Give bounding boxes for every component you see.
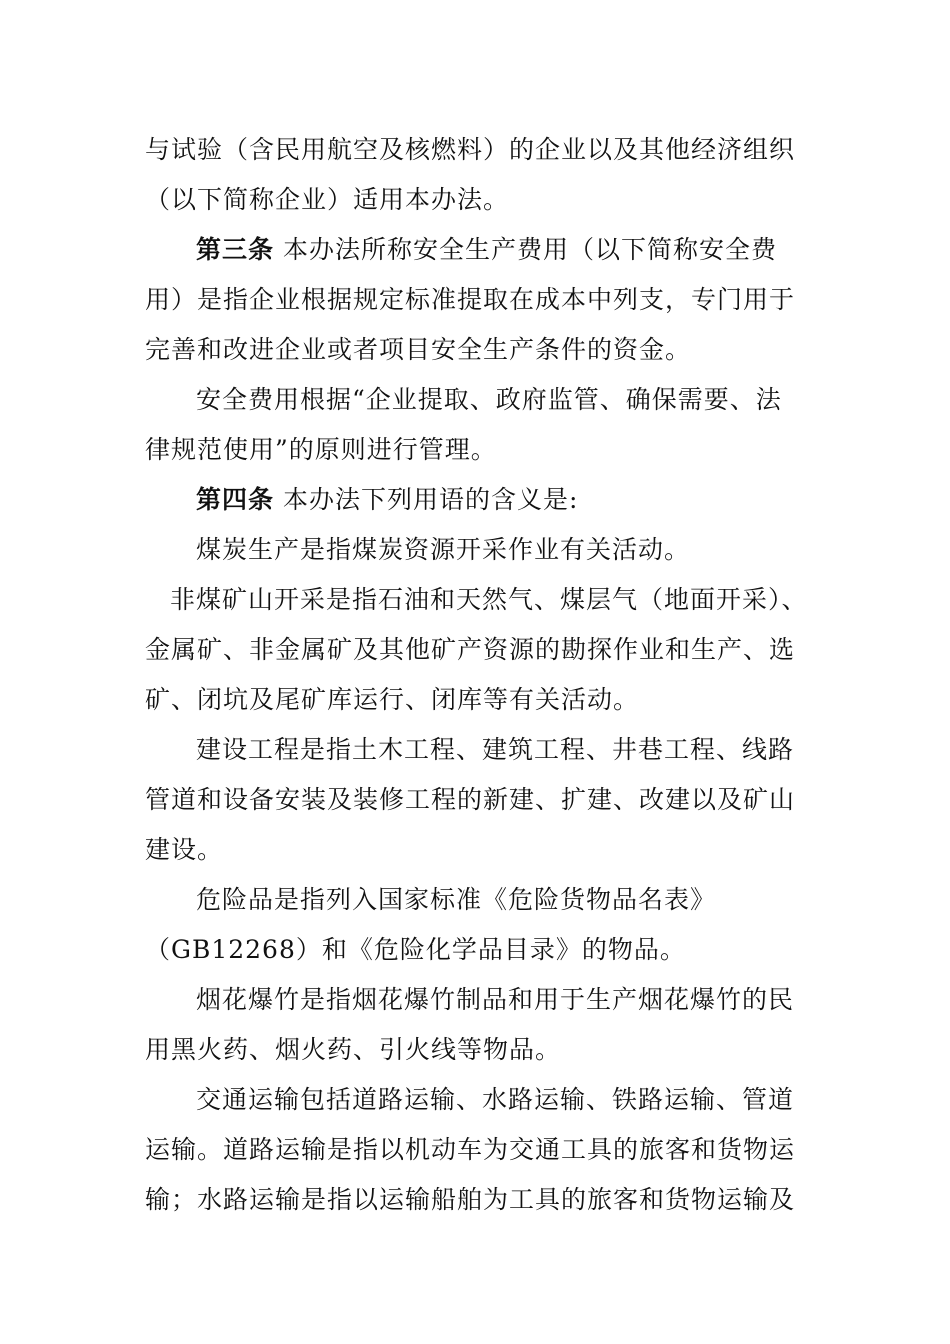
text-line: 管道和设备安装及装修工程的新建、扩建、改建以及矿山	[145, 785, 796, 814]
article-3-paragraph	[196, 234, 777, 266]
text-line: 建设工程是指土木工程、建筑工程、井巷工程、线路	[196, 735, 795, 764]
text-line: 输；水路运输是指以运输船舶为工具的旅客和货物运输及	[145, 1185, 796, 1214]
text-line: 与试验（含民用航空及核燃料）的企业以及其他经济组织	[145, 135, 796, 164]
text-line: 本办法下列用语的含义是:	[282, 485, 579, 514]
text-line: 煤炭生产是指煤炭资源开采作业有关活动。	[196, 535, 691, 564]
article-4-paragraph	[196, 484, 578, 516]
text-line: 完善和改进企业或者项目安全生产条件的资金。	[145, 335, 692, 364]
text-line: 用）是指企业根据规定标准提取在成本中列支，专门用于	[145, 285, 796, 314]
text-line: 金属矿、非金属矿及其他矿产资源的勘探作业和生产、选	[145, 635, 796, 664]
text-line: 运输。道路运输是指以机动车为交通工具的旅客和货物运	[145, 1135, 796, 1164]
text-line: 用黑火药、烟火药、引火线等物品。	[145, 1035, 562, 1064]
article-4-heading: 第四条	[196, 485, 275, 514]
text-line: 本办法所称安全生产费用（以下简称安全费	[282, 235, 777, 264]
text-line: 非煤矿山开采是指石油和天然气、煤层气（地面开采）、	[170, 585, 808, 614]
text-line: （以下简称企业）适用本办法。	[145, 185, 510, 214]
text-line: 安全费用根据“企业提取、政府监管、确保需要、法	[196, 385, 782, 414]
text-line: 矿、闭坑及尾矿库运行、闭库等有关活动。	[145, 685, 640, 714]
text-line: 危险品是指列入国家标准《危险货物品名表》	[196, 885, 717, 914]
text-line: 建设。	[145, 835, 224, 864]
text-line: 律规范使用”的原则进行管理。	[145, 435, 497, 464]
text-line: 烟花爆竹是指烟花爆竹制品和用于生产烟花爆竹的民	[196, 985, 795, 1014]
text-line: （GB12268）和《危险化学品目录》的物品。	[145, 935, 686, 964]
text-line: 交通运输包括道路运输、水路运输、铁路运输、管道	[196, 1085, 795, 1114]
article-3-heading: 第三条	[196, 235, 275, 264]
